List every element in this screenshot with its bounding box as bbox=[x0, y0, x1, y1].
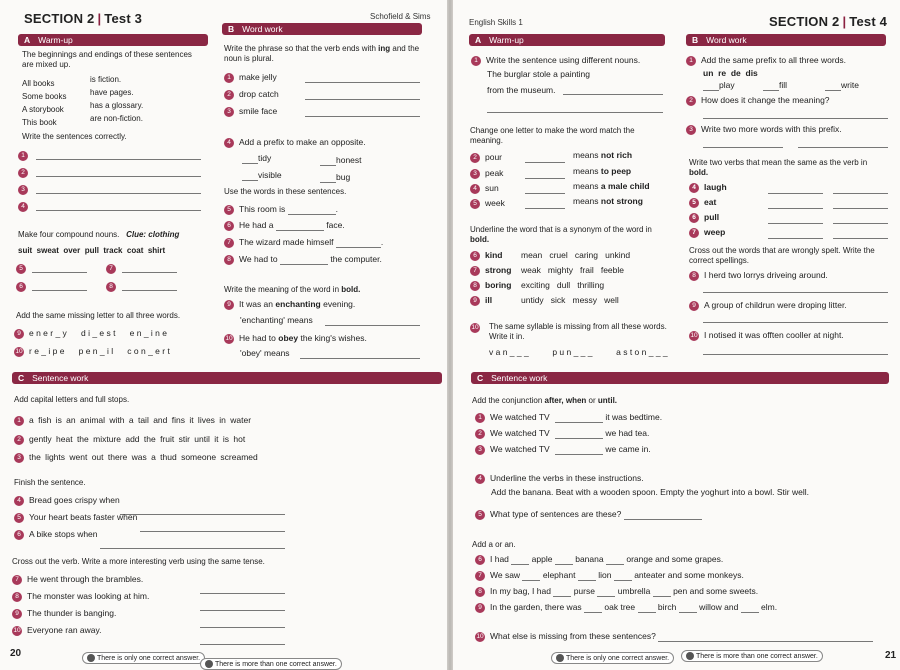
section-c-header: C Sentence work bbox=[12, 372, 442, 384]
sentence: We watched TV bbox=[490, 412, 550, 422]
means-label: means bbox=[573, 150, 599, 160]
answer-line[interactable] bbox=[833, 223, 888, 224]
sentence-end: . bbox=[380, 237, 384, 247]
sentence: the king's wishes. bbox=[300, 333, 367, 343]
word: bug bbox=[336, 172, 351, 182]
instruction: Write the phrase so that the verb ends with ing and the noun is plural. bbox=[224, 44, 420, 63]
instruction: Make four compound nouns. Clue: clothing bbox=[18, 230, 180, 239]
sentence[interactable]: A group of childrun were droping litter. bbox=[704, 300, 847, 310]
key-circle-icon bbox=[87, 654, 95, 662]
sentence: We watched TV bbox=[490, 428, 550, 438]
question-number: 2 bbox=[18, 168, 28, 178]
question-number: 7 bbox=[106, 264, 116, 274]
bold-meaning: to peep bbox=[600, 166, 632, 176]
answer-line[interactable] bbox=[36, 176, 201, 177]
answer-line[interactable] bbox=[325, 325, 420, 326]
sentence: The thunder is banging. bbox=[27, 608, 117, 618]
word: birch bbox=[657, 602, 677, 612]
pair-left: This book bbox=[22, 118, 57, 127]
sentence: we had tea. bbox=[605, 428, 650, 438]
publisher: Schofield & Sims bbox=[370, 12, 431, 21]
means-label: means bbox=[573, 181, 599, 191]
bold-word: obey bbox=[278, 333, 299, 343]
answer-line[interactable] bbox=[563, 94, 663, 95]
answer-line[interactable] bbox=[487, 112, 663, 113]
answer-line[interactable] bbox=[300, 358, 420, 359]
sentence: It was an bbox=[239, 299, 274, 309]
prefix-bank: un re de dis bbox=[703, 68, 758, 78]
phrase: drop catch bbox=[239, 89, 279, 99]
bold-meaning: not rich bbox=[600, 150, 633, 160]
missing-word: e n e r _ y bbox=[29, 328, 67, 338]
pair-right: is fiction. bbox=[90, 75, 122, 84]
sentence: He went through the brambles. bbox=[27, 574, 144, 584]
key-one-answer: There is only one correct answer. bbox=[551, 652, 674, 664]
options[interactable]: exciting dull thrilling bbox=[521, 280, 605, 290]
instruction: Add the same prefix to all three words. bbox=[701, 55, 847, 65]
answer-line[interactable] bbox=[36, 210, 201, 211]
verb: eat bbox=[704, 197, 717, 207]
verb: weep bbox=[704, 227, 726, 237]
instruction: Cross out the words that are wrongly spelt. Write the correct spellings. bbox=[689, 246, 875, 265]
instruction: Write two verbs that mean the same as the verb in bold. bbox=[689, 158, 868, 177]
instruction: Add a prefix to make an opposite. bbox=[239, 137, 366, 147]
bold-meaning: a male child bbox=[600, 181, 650, 191]
answer-line[interactable] bbox=[768, 223, 823, 224]
bold-word: ill bbox=[485, 295, 493, 305]
answer-line[interactable] bbox=[525, 162, 565, 163]
blank[interactable] bbox=[578, 572, 596, 581]
options[interactable]: untidy sick messy well bbox=[521, 295, 619, 305]
sentence: He had to bbox=[239, 333, 276, 343]
answer-line[interactable] bbox=[36, 193, 201, 194]
blank[interactable] bbox=[741, 604, 759, 613]
word: peak bbox=[485, 168, 504, 178]
question-number: 9 bbox=[14, 329, 24, 339]
instruction: Add capital letters and full stops. bbox=[14, 395, 130, 404]
question-number: 6 bbox=[16, 282, 26, 292]
sentence: it was bedtime. bbox=[605, 412, 663, 422]
instruction: Use the words in these sentences. bbox=[224, 187, 347, 196]
answer-line[interactable] bbox=[525, 208, 565, 209]
answer-line[interactable] bbox=[703, 322, 888, 323]
instruction: How does it change the meaning? bbox=[701, 95, 830, 105]
blank[interactable] bbox=[679, 604, 697, 613]
word: honest bbox=[336, 155, 362, 165]
instruction: Change one letter to make the word match the meaning. bbox=[470, 126, 635, 145]
blank[interactable] bbox=[288, 204, 339, 215]
pair-left: All books bbox=[22, 79, 55, 88]
answer-line[interactable] bbox=[32, 272, 87, 273]
means-label: means bbox=[573, 196, 599, 206]
blank[interactable] bbox=[584, 604, 602, 613]
answer-line[interactable] bbox=[200, 644, 285, 645]
blank[interactable] bbox=[242, 155, 258, 164]
word: week bbox=[485, 198, 505, 208]
word: write bbox=[841, 80, 859, 90]
bold-word: strong bbox=[485, 265, 512, 275]
answer-line[interactable] bbox=[140, 531, 285, 532]
answer-line[interactable] bbox=[305, 116, 420, 117]
sentence: This room is bbox=[239, 204, 286, 214]
sentence: evening. bbox=[323, 299, 356, 309]
verb: laugh bbox=[704, 182, 727, 192]
word: pour bbox=[485, 152, 503, 162]
answer-line[interactable] bbox=[703, 118, 888, 119]
missing-word: p e n _ i l bbox=[78, 346, 114, 356]
answer-line[interactable] bbox=[122, 290, 177, 291]
sentence: gently heat the mixture add the fruit stir until it is hot bbox=[29, 434, 246, 444]
section-a-header: A Warm-up bbox=[18, 34, 208, 46]
pair-left: Some books bbox=[22, 92, 67, 101]
blank[interactable] bbox=[624, 511, 702, 520]
pair-right: are non-fiction. bbox=[90, 114, 143, 123]
question-number: 1 bbox=[18, 151, 28, 161]
word: lion bbox=[598, 570, 612, 580]
verb: pull bbox=[704, 212, 720, 222]
answer-line[interactable] bbox=[703, 354, 888, 355]
blank[interactable] bbox=[336, 237, 384, 248]
answer-line[interactable] bbox=[703, 147, 783, 148]
bold-word: boring bbox=[485, 280, 512, 290]
sentence: Everyone ran away. bbox=[27, 625, 102, 635]
missing-word: c o n _ e r t bbox=[127, 346, 170, 356]
answer-line[interactable] bbox=[768, 208, 823, 209]
meaning-prompt: 'obey' means bbox=[240, 348, 290, 358]
blank[interactable] bbox=[638, 604, 656, 613]
blank[interactable] bbox=[597, 588, 615, 597]
blank[interactable] bbox=[653, 588, 671, 597]
answer-line[interactable] bbox=[200, 627, 285, 628]
word: fill bbox=[779, 80, 788, 90]
word: elephant bbox=[542, 570, 576, 580]
answer-line[interactable] bbox=[768, 238, 823, 239]
word: orange and some grapes. bbox=[626, 554, 724, 564]
blank[interactable] bbox=[276, 222, 324, 231]
sentence: we came in. bbox=[605, 444, 651, 454]
left-page: SECTION 2 | Test 3 Schofield & Sims A Warm-up The beginnings and endings of these sentences are mixed up. All books is fiction. Some books have pages. A storybook has a glossary. This book are non-fiction. Write the sentences correctly. 1 2 3 4 Make four compound nouns. Clue: clothing suit sweat over pull track coat shirt 5 7 6 8 Add the same missing letter to all three words. 9 e n e r _ y d i _ e s t e n _ i n e 10 r e _ i p e p e n _ i l c o n _ e r t B Word work Write the phrase so that the verb ends with ing and the noun is plural. 1 make jelly 2 drop catch 3 smile face 4 Add a prefix to make an opposite. tidy honest visible bug Use the words in these sentences. 5 This room is . 6 He had a face. 7 The wizard made himself . 8 We had to the computer. Write the meaning of the word in bold. 9 It was an enchanting evening. 'enchanting' means 10 He had to obey the king's wishes. 'obey' means C Sentence work Add capital letters and full stops. 1 a fish is an animal with a tail and fins it lives in water 2 gently heat the mixture add the fruit stir until it is hot 3 the lights went out there was a thud someone screamed Finish the sentence. 4 Bread goes crispy when 5 Your heart beats faster when 6 A bike stops when Cross out the verb. Write a more interesting verb using the same tense. 7 He went through the brambles. 8 The monster was looking at him. 9 The thunder is banging. 10 Everyone ran away. 20 There is only one correct answer. There is more than one correct answer. bbox=[0, 0, 447, 670]
sentence: I had bbox=[490, 554, 509, 564]
word-bank: suit sweat over pull track coat shirt bbox=[18, 246, 166, 255]
answer-line[interactable] bbox=[200, 593, 285, 594]
instruction: Write the sentence using different nouns. bbox=[486, 55, 641, 65]
word: tidy bbox=[258, 153, 272, 163]
answer-line[interactable] bbox=[100, 548, 285, 549]
instruction: Write two more words with this prefix. bbox=[701, 124, 842, 134]
sentence[interactable]: I notised it was offten cooller at night. bbox=[704, 330, 844, 340]
sentence: We watched TV bbox=[490, 444, 550, 454]
options[interactable]: mean cruel caring unkind bbox=[521, 250, 631, 260]
answer-line[interactable] bbox=[305, 99, 420, 100]
instruction: What type of sentences are these? bbox=[490, 509, 622, 519]
missing-word: r e _ i p e bbox=[29, 346, 65, 356]
key-circle-icon bbox=[686, 652, 694, 660]
blank[interactable] bbox=[825, 82, 841, 91]
sentence-end: face. bbox=[326, 220, 345, 230]
section-heading: SECTION 2 | Test 4 bbox=[769, 14, 888, 29]
answer-line[interactable] bbox=[768, 193, 823, 194]
blank[interactable] bbox=[320, 174, 336, 183]
word: sun bbox=[485, 183, 499, 193]
section-heading: SECTION 2 | Test 3 bbox=[24, 11, 143, 26]
word: apple bbox=[531, 554, 553, 564]
blank[interactable] bbox=[522, 572, 540, 581]
instruction: Cross out the verb. Write a more interesting verb using the same tense. bbox=[12, 557, 265, 566]
bold-word: kind bbox=[485, 250, 503, 260]
word: anteater and some monkeys. bbox=[634, 570, 744, 580]
missing-word: e n _ i n e bbox=[129, 328, 167, 338]
instruction: Underline the word that is a synonym of the word in bold. bbox=[470, 225, 652, 244]
word: play bbox=[719, 80, 735, 90]
phrase: make jelly bbox=[239, 72, 277, 82]
blank[interactable] bbox=[606, 556, 624, 565]
instruction: Finish the sentence. bbox=[14, 478, 86, 487]
blank[interactable] bbox=[555, 414, 603, 423]
sentence-end: the computer. bbox=[330, 254, 382, 264]
blank[interactable] bbox=[703, 82, 719, 91]
bold-meaning: not strong bbox=[600, 196, 643, 206]
word: willow and bbox=[699, 602, 739, 612]
meaning-prompt: 'enchanting' means bbox=[240, 315, 313, 325]
word: visible bbox=[258, 170, 282, 180]
sentence-end: . bbox=[335, 204, 339, 214]
question-number: 3 bbox=[18, 185, 28, 195]
blank[interactable] bbox=[242, 172, 258, 181]
pair-right: have pages. bbox=[90, 88, 134, 97]
question-number: 5 bbox=[16, 264, 26, 274]
word: oak tree bbox=[604, 602, 636, 612]
pair-right: has a glossary. bbox=[90, 101, 144, 110]
missing-word: d i _ e s t bbox=[80, 328, 116, 338]
blank[interactable] bbox=[555, 556, 573, 565]
answer-line[interactable] bbox=[833, 238, 888, 239]
phrase: smile face bbox=[239, 106, 278, 116]
blank[interactable] bbox=[614, 572, 632, 581]
word: purse bbox=[573, 586, 595, 596]
key-circle-icon bbox=[205, 660, 213, 668]
answer-line[interactable] bbox=[200, 610, 285, 611]
key-more-answers: There is more than one correct answer. bbox=[681, 650, 823, 662]
key-circle-icon bbox=[556, 654, 564, 662]
sentence: from the museum. bbox=[487, 85, 556, 95]
options[interactable]: weak mighty frail feeble bbox=[521, 265, 624, 275]
word: banana bbox=[575, 554, 604, 564]
sentence: In my bag, I had bbox=[490, 586, 551, 596]
blank[interactable] bbox=[553, 588, 571, 597]
key-more-answers: There is more than one correct answer. bbox=[200, 658, 342, 670]
instruction: Underline the verbs in these instructions. bbox=[490, 473, 644, 483]
book-title: English Skills 1 bbox=[469, 18, 523, 27]
instruction: Write the sentences correctly. bbox=[22, 132, 127, 141]
blank[interactable] bbox=[511, 556, 529, 565]
instruction: What else is missing from these sentences? bbox=[490, 631, 656, 641]
pair-left: A storybook bbox=[22, 105, 64, 114]
answer-line[interactable] bbox=[32, 290, 87, 291]
page-number: 20 bbox=[10, 648, 22, 659]
section-a-header: A Warm-up bbox=[469, 34, 665, 46]
blank[interactable] bbox=[555, 446, 603, 455]
instruction: Add a or an. bbox=[472, 540, 516, 549]
sentence: We saw bbox=[490, 570, 521, 580]
instructions-text[interactable]: Add the banana. Beat with a wooden spoon. Empty the yoghurt into a bowl. Stir well. bbox=[491, 487, 809, 497]
instruction: The beginnings and endings of these sentences are mixed up. bbox=[22, 50, 192, 69]
question-number: 8 bbox=[106, 282, 116, 292]
sentence: A bike stops when bbox=[29, 529, 98, 539]
answer-line[interactable] bbox=[305, 82, 420, 83]
sentence: The burglar stole a painting bbox=[487, 69, 591, 79]
page-number: 21 bbox=[885, 650, 897, 661]
section-b-header: B Word work bbox=[222, 23, 422, 35]
section-c-header: C Sentence work bbox=[471, 372, 889, 384]
means-label: means bbox=[573, 166, 599, 176]
instruction: Add the same missing letter to all three words. bbox=[16, 311, 181, 320]
answer-line[interactable] bbox=[36, 159, 201, 160]
word: elm. bbox=[761, 602, 778, 612]
word[interactable]: p u n _ _ _ bbox=[552, 347, 593, 357]
sentence: The monster was looking at him. bbox=[27, 591, 150, 601]
answer-line[interactable] bbox=[833, 193, 888, 194]
word: pen and some sweets. bbox=[673, 586, 759, 596]
answer-line[interactable] bbox=[120, 514, 285, 515]
sentence: a fish is an animal with a tail and fins it lives in water bbox=[29, 415, 252, 425]
sentence: In the garden, there was bbox=[490, 602, 582, 612]
bold-word: enchanting bbox=[275, 299, 321, 309]
sentence: We had to bbox=[239, 254, 278, 264]
sentence: He had a bbox=[239, 220, 274, 230]
blank[interactable] bbox=[658, 633, 873, 642]
instruction: Write the meaning of the word in bold. bbox=[224, 285, 361, 294]
word: umbrella bbox=[617, 586, 651, 596]
sentence[interactable]: I herd two lorrys driveing around. bbox=[704, 270, 828, 280]
right-page: English Skills 1 SECTION 2 | Test 4 A Warm-up 1 Write the sentence using different nouns. The burglar stole a painting from the museum. Change one letter to make the word match the meaning. 2 pour means not rich 3 peak means to peep 4 sun means a male child 5 week means not strong Underline the word that is a synonym of the word in bold. 6 kind mean cruel caring unkind 7 strong weak mighty frail feeble 8 boring exciting dull thrilling 9 ill untidy sick messy well 10 The same syllable is missing from all these words. Write it in. v a n _ _ _ p u n _ _ _ a s t o n _ _ _ B Word work 1 Add the same prefix to all three words. un re de dis play fill write 2 How does it change the meaning? 3 Write two more words with this prefix. Write two verbs that mean the same as the verb in bold. 4 laugh 5 eat 6 pull 7 weep Cross out the words that are wrongly spelt. Write the correct spellings. 8 I herd two lorrys driveing around. 9 A group of childrun were droping litter. 10 I notised it was offten cooller at night. C Sentence work Add the conjunction after, when or until. 1 We watched TV it was bedtime. 2 We watched TV we had tea. 3 We watched TV we came in. 4 Underline the verbs in these instructions. Add the banana. Beat with a wooden spoon. Empty the yoghurt into a bowl. Stir well. 5 What type of sentences are these? Add a or an. 6 I had apple banana orange and some grapes. 7 We saw elephant lion anteater and some monkeys. 8 In my bag, I had purse umbrella pen and some sweets. 9 In the garden, there was oak tree birch willow and elm. 10 What else is missing from these sentences? There is only one correct answer. There is more than one correct answer. 21 bbox=[453, 0, 900, 670]
question-number: 10 bbox=[15, 347, 23, 355]
blank[interactable] bbox=[320, 157, 336, 166]
instruction: The same syllable is missing from all these words. Write it in. bbox=[489, 322, 667, 341]
sentence: Your heart beats faster when bbox=[29, 512, 138, 522]
instruction: Add the conjunction after, when or until. bbox=[472, 396, 618, 405]
answer-line[interactable] bbox=[525, 193, 565, 194]
blank[interactable] bbox=[763, 82, 779, 91]
key-one-answer: There is only one correct answer. bbox=[82, 652, 205, 664]
sentence: The wizard made himself bbox=[239, 237, 334, 247]
blank[interactable] bbox=[555, 430, 603, 439]
blank[interactable] bbox=[280, 256, 328, 265]
sentence: Bread goes crispy when bbox=[29, 495, 120, 505]
answer-line[interactable] bbox=[798, 147, 888, 148]
answer-line[interactable] bbox=[703, 292, 888, 293]
answer-line[interactable] bbox=[525, 178, 565, 179]
word[interactable]: v a n _ _ _ bbox=[489, 347, 529, 357]
sentence: the lights went out there was a thud someone screamed bbox=[29, 452, 258, 462]
answer-line[interactable] bbox=[122, 272, 177, 273]
word[interactable]: a s t o n _ _ _ bbox=[616, 347, 668, 357]
answer-line[interactable] bbox=[833, 208, 888, 209]
section-b-header: B Word work bbox=[686, 34, 886, 46]
question-number: 4 bbox=[18, 202, 28, 212]
